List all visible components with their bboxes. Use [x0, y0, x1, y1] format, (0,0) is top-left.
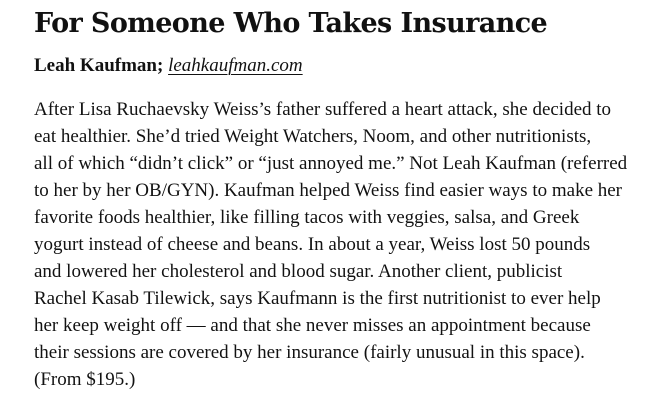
body-line: to her by her OB/GYN). Kaufman helped Weiss find easier ways to make her	[34, 180, 623, 201]
body-line: all of which “didn’t click” or “just annoyed me.” Not Leah Kaufman (referred	[34, 153, 628, 174]
body-line: their sessions are covered by her insurance (fairly unusual in this space).	[34, 342, 585, 363]
body-line: (From $195.)	[34, 369, 136, 390]
body-line: her keep weight off — and that she never misses an appointment because	[34, 315, 591, 336]
section-headline: For Someone Who Takes Insurance	[34, 8, 548, 39]
byline	[34, 54, 639, 78]
body-line: yogurt instead of cheese and beans. In about a year, Weiss lost 50 pounds	[34, 234, 591, 255]
body-line: favorite foods healthier, like filling tacos with veggies, salsa, and Greek	[34, 207, 580, 228]
body-line: Rachel Kasab Tilewick, says Kaufmann is the first nutritionist to ever help	[34, 288, 601, 309]
article-body	[34, 96, 639, 393]
body-line: eat healthier. She’d tried Weight Watchers, Noom, and other nutritionists,	[34, 126, 592, 147]
body-line: and lowered her cholesterol and blood sugar. Another client, publicist	[34, 261, 563, 282]
byline-name: Leah Kaufman;	[34, 55, 164, 76]
body-line: After Lisa Ruchaevsky Weiss’s father suffered a heart attack, she decided to	[34, 99, 612, 120]
website-link[interactable]: leahkaufman.com	[168, 55, 303, 76]
